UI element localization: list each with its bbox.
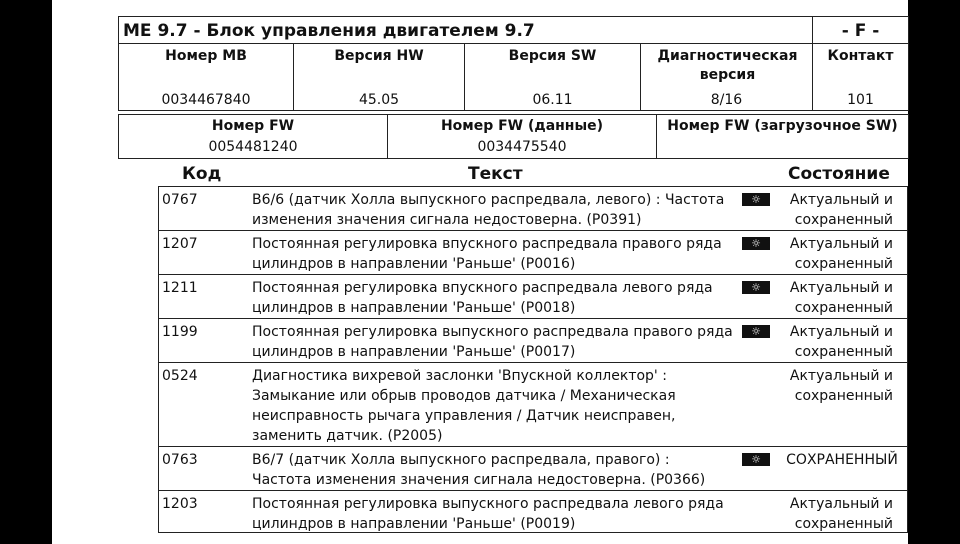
fault-status-line: Актуальный и (789, 236, 893, 252)
fault-status-line: Актуальный и (789, 280, 893, 296)
fault-status-line: СОХРАНЕННЫЙ (786, 452, 898, 468)
code-column-header: Код (182, 164, 222, 184)
fault-text-line: Частота изменения значения сигнала недостоверна. (P0366) (252, 472, 706, 488)
fault-code: 0767 (162, 192, 198, 208)
fault-code: 1207 (162, 236, 198, 252)
fault-status-line: сохраненный (794, 300, 893, 316)
diag-version-label: Диагностическая версия (657, 48, 798, 83)
fault-text-line: цилиндров в направлении 'Раньше' (P0017) (252, 344, 576, 360)
fault-row (158, 318, 908, 363)
fw-number-value: 0054481240 (208, 139, 298, 155)
fault-text-line: цилиндров в направлении 'Раньше' (P0018) (252, 300, 576, 316)
fault-status-line: Актуальный и (789, 368, 893, 384)
fw-number-label: Номер FW (211, 118, 295, 134)
contact-value: 101 (847, 92, 874, 108)
mb-number-value: 0034467840 (161, 92, 251, 108)
fault-text-line: неисправность рычага управления / Датчик неисправен, (252, 408, 676, 424)
fault-status (779, 450, 905, 470)
fw-number-cell (118, 114, 388, 159)
warning-light-icon: ☼ (742, 325, 770, 338)
fault-text-line: цилиндров в направлении 'Раньше' (P0019) (252, 516, 576, 532)
hw-version-cell (293, 43, 465, 111)
fault-row (158, 362, 908, 447)
fault-code: 1203 (162, 496, 198, 512)
fault-row (158, 446, 908, 491)
fault-text (252, 190, 742, 230)
fault-status-line: Актуальный и (789, 496, 893, 512)
diag-version-cell (640, 43, 813, 111)
fault-status-line: сохраненный (794, 344, 893, 360)
fault-text-line: Замыкание или обрыв проводов датчика / Механическая (252, 388, 676, 404)
fault-status (781, 366, 893, 406)
fault-text (252, 450, 742, 490)
document-page (52, 0, 908, 544)
fault-row (158, 274, 908, 319)
sw-version-value: 06.11 (532, 92, 573, 108)
fault-row (158, 490, 908, 533)
contact-label: Контакт (827, 48, 894, 64)
status-column-header: Состояние (788, 164, 890, 184)
fault-row (158, 230, 908, 275)
fault-status-line: сохраненный (794, 256, 893, 272)
fault-code: 1211 (162, 280, 198, 296)
sw-version-label: Версия SW (508, 48, 597, 64)
mb-number-cell (118, 43, 294, 111)
fw-boot-label: Номер FW (загрузочное SW) (667, 118, 898, 134)
fault-code: 0763 (162, 452, 198, 468)
text-column-header: Текст (468, 164, 523, 184)
fault-text (252, 322, 742, 362)
fault-text-line: Постоянная регулировка выпускного распредвала правого ряда (252, 324, 733, 340)
sw-version-cell (464, 43, 641, 111)
fw-data-cell (387, 114, 657, 159)
fault-status-line: сохраненный (794, 516, 893, 532)
fault-status (781, 234, 893, 274)
fault-text-line: Диагностика вихревой заслонки 'Впускной коллектор' : (252, 368, 667, 384)
ecu-title: ME 9.7 - Блок управления двигателем 9.7 (118, 16, 813, 44)
variant-label: - F - (812, 16, 909, 44)
fault-text (252, 234, 742, 274)
fault-code: 0524 (162, 368, 198, 384)
fw-data-label: Номер FW (данные) (440, 118, 604, 134)
fault-text-line: изменения значения сигнала недостоверна. (P0391) (252, 212, 642, 228)
fault-status (781, 278, 893, 318)
fault-text-line: Постоянная регулировка впускного распредвала левого ряда (252, 280, 713, 296)
hw-version-value: 45.05 (358, 92, 400, 108)
fault-text-line: B6/7 (датчик Холла выпускного распредвала, правого) : (252, 452, 670, 468)
mb-number-label: Номер MB (165, 48, 247, 64)
fault-status-line: сохраненный (794, 388, 893, 404)
diag-version-value: 8/16 (710, 92, 743, 108)
fault-text-line: Постоянная регулировка впускного распредвала правого ряда (252, 236, 722, 252)
fault-status (781, 494, 893, 534)
fault-text-line: Постоянная регулировка выпускного распредвала левого ряда (252, 496, 724, 512)
hw-version-label: Версия HW (334, 48, 424, 64)
warning-light-icon: ☼ (742, 453, 770, 466)
contact-cell (812, 43, 909, 111)
fault-status-line: сохраненный (794, 212, 893, 228)
warning-light-icon: ☼ (742, 237, 770, 250)
warning-light-icon: ☼ (742, 281, 770, 294)
fault-status (781, 322, 893, 362)
fault-text-line: цилиндров в направлении 'Раньше' (P0016) (252, 256, 576, 272)
fault-code: 1199 (162, 324, 198, 340)
fw-data-value: 0034475540 (477, 139, 567, 155)
warning-light-icon: ☼ (742, 193, 770, 206)
fault-text (252, 278, 742, 318)
fault-text (252, 494, 742, 534)
fault-status-line: Актуальный и (789, 192, 893, 208)
fault-text-line: заменить датчик. (P2005) (252, 428, 443, 444)
fault-text-line: B6/6 (датчик Холла выпускного распредвала, левого) : Частота (252, 192, 725, 208)
fault-status-line: Актуальный и (789, 324, 893, 340)
fault-table-header (158, 162, 908, 186)
fw-boot-cell (656, 114, 909, 159)
fault-status (781, 190, 893, 230)
fault-row (158, 186, 908, 231)
fault-text (252, 366, 742, 446)
